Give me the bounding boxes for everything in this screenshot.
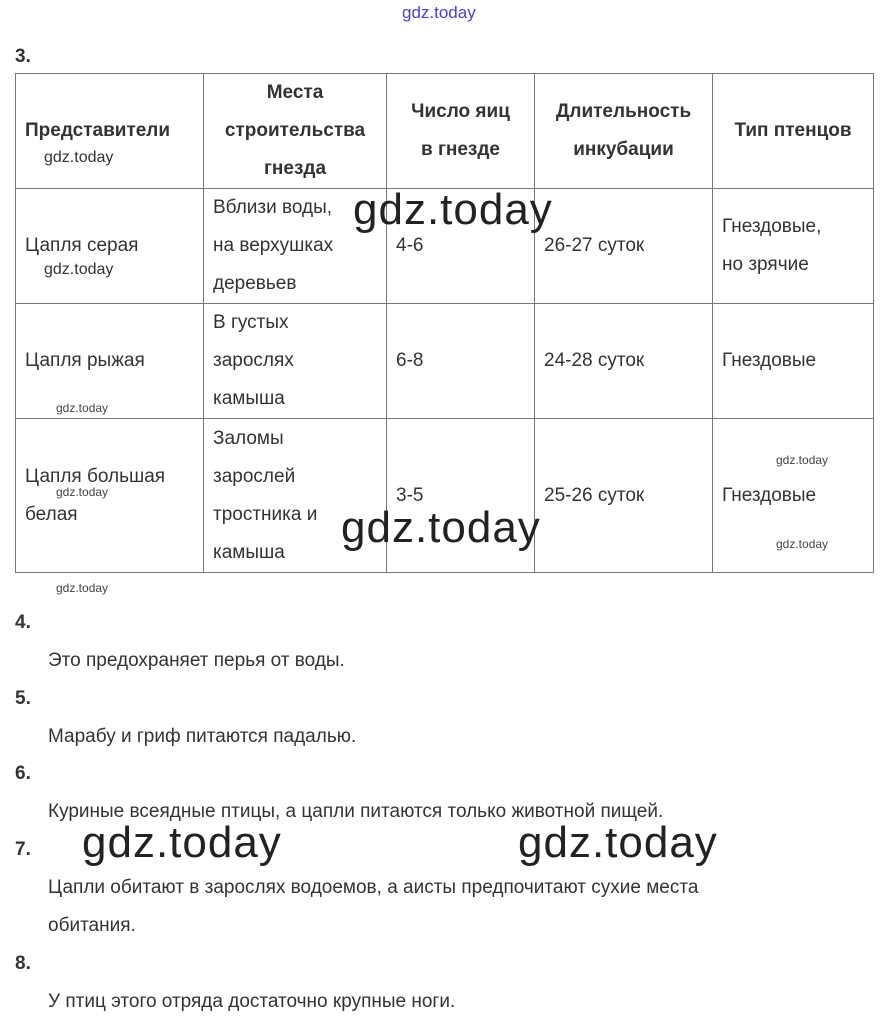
header-nest-place: Места строительства гнезда: [204, 74, 387, 189]
answer-5: Марабу и гриф питаются падалью.: [48, 726, 357, 747]
question-number-7: 7.: [15, 839, 31, 860]
header-chick-type: Тип птенцов: [713, 74, 874, 189]
answer-7-line-1: Цапли обитают в зарослях водоемов, а аисты предпочитают сухие места: [48, 877, 699, 898]
answer-8: У птиц этого отряда достаточно крупные ноги.: [48, 991, 456, 1012]
answer-6: Куриные всеядные птицы, а цапли питаются только животной пищей.: [48, 801, 664, 822]
question-number-4: 4.: [15, 612, 31, 633]
cell-species: Цапля серая: [16, 189, 204, 304]
cell-chick-type: Гнездовые: [713, 304, 874, 419]
header-incubation: Длительность инкубации: [535, 74, 713, 189]
watermark: gdz.today: [341, 503, 541, 552]
table-row: [16, 304, 874, 419]
cell-nest-place: Вблизи воды, на верхушках деревьев: [204, 189, 387, 304]
watermark: gdz.today: [56, 401, 109, 415]
cell-incubation: 25-26 суток: [535, 419, 713, 573]
watermark: gdz.today: [44, 149, 114, 166]
watermark: gdz.today: [776, 453, 829, 467]
cell-species: Цапля рыжая: [16, 304, 204, 419]
question-number-6: 6.: [15, 763, 31, 784]
watermark-top: gdz.today: [402, 3, 476, 22]
cell-incubation: 24-28 суток: [535, 304, 713, 419]
birds-table: [15, 73, 874, 573]
cell-nest-place: Заломы зарослей тростника и камыша: [204, 419, 387, 573]
answer-7-line-2: обитания.: [48, 915, 136, 936]
cell-egg-count: 4-6: [387, 189, 535, 304]
header-representatives: Представители: [16, 74, 204, 189]
watermark: gdz.today: [82, 818, 282, 867]
question-number-3: 3.: [15, 46, 31, 67]
watermark: gdz.today: [776, 537, 829, 551]
cell-nest-place: В густых зарослях камыша: [204, 304, 387, 419]
answer-4: Это предохраняет перья от воды.: [48, 650, 345, 671]
cell-chick-type: Гнездовые: [713, 419, 874, 573]
cell-egg-count: 3-5: [387, 419, 535, 573]
header-egg-count: Число яиц в гнезде: [387, 74, 535, 189]
cell-incubation: 26-27 суток: [535, 189, 713, 304]
watermark: gdz.today: [56, 581, 109, 595]
question-number-8: 8.: [15, 953, 31, 974]
question-number-5: 5.: [15, 688, 31, 709]
watermark: gdz.today: [518, 818, 718, 867]
watermark: gdz.today: [44, 261, 114, 278]
watermark: gdz.today: [56, 485, 109, 499]
table-header-row: [16, 74, 874, 189]
cell-species: Цапля большая белая: [16, 419, 204, 573]
watermark: gdz.today: [353, 185, 553, 234]
cell-chick-type: Гнездовые, но зрячие: [713, 189, 874, 304]
cell-egg-count: 6-8: [387, 304, 535, 419]
